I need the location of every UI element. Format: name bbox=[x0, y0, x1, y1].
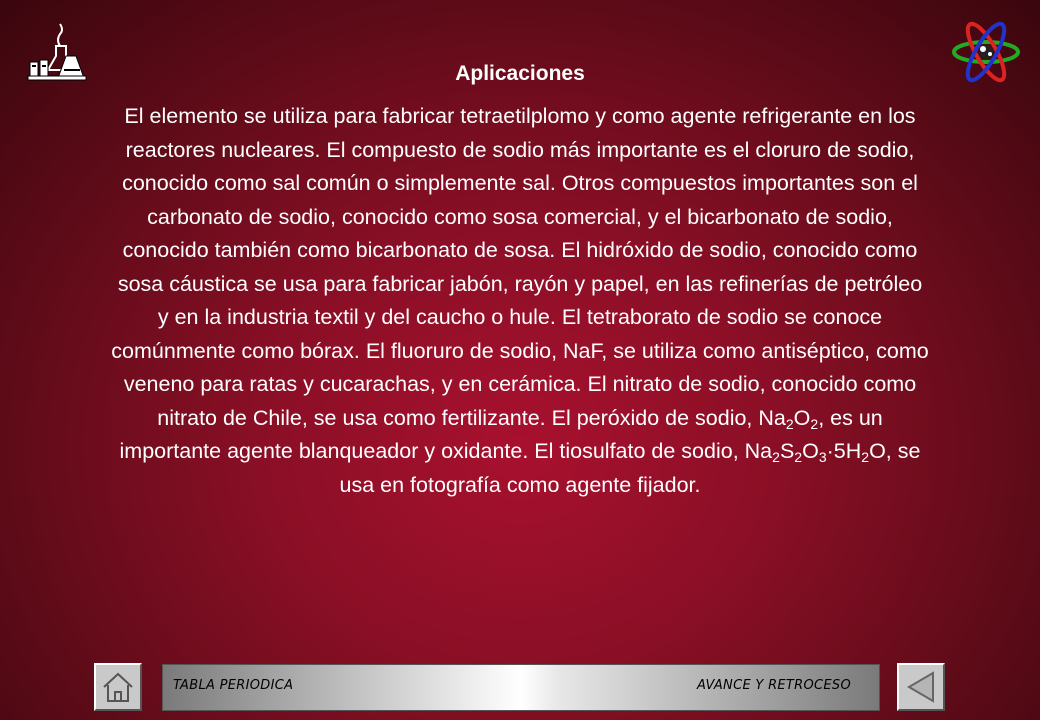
periodic-table-link[interactable]: TABLA PERIODICA bbox=[173, 678, 294, 693]
home-icon bbox=[96, 665, 140, 709]
forward-back-link[interactable]: AVANCE Y RETROCESO bbox=[697, 678, 851, 693]
back-button[interactable] bbox=[897, 663, 945, 711]
slide-title: Aplicaciones bbox=[455, 62, 585, 85]
slide-body-text: El elemento se utiliza para fabricar tetraetilplomo y como agente refrigerante en los reactores nucleares. El compuesto de sodio más importante es el cloruro de sodio, conocido como sal común o simplemente sal. Otros compuestos importantes son el carbonato de sodio, conocido como sosa comercial, y el bicarbonato de sodio, conocido también como bicarbonato de sosa. El hidróxido de sodio, conocido como sosa cáustica se usa para fabricar jabón, rayón y papel, en las refinerías de petróleo y en la industria textil y del caucho o hule. El tetraborato de sodio se conoce comúnmente como bórax. El fluoruro de sodio, NaF, se utiliza como antiséptico, como veneno para ratas y cucarachas, y en cerámica. El nitrato de sodio, conocido como nitrato de Chile, se usa como fertilizante. El peróxido de sodio, $Na_2O_2$, es un importante agente blanqueador y oxidante. El tiosulfato de sodio, $Na_2S_2O_3\cdot 5H_2O$, se usa en fotografía como agente fijador. bbox=[111, 104, 929, 497]
back-arrow-icon bbox=[899, 665, 943, 709]
navigation-bar bbox=[162, 664, 880, 711]
home-button[interactable] bbox=[94, 663, 142, 711]
